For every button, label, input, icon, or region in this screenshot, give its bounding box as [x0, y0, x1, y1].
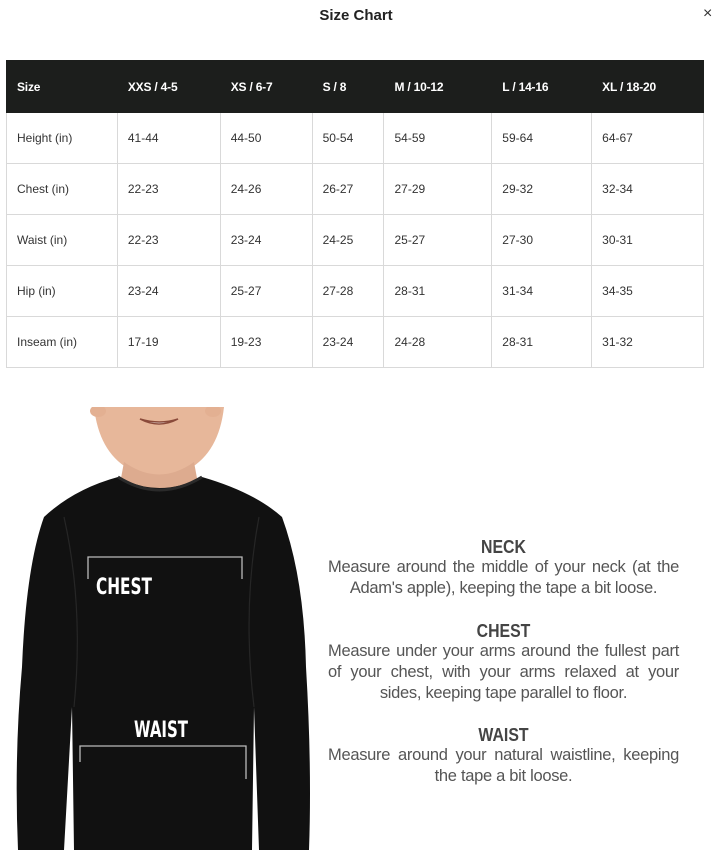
size-chart-table: [6, 60, 704, 368]
table-cell: 22-23: [117, 215, 220, 266]
header-l: L / 14-16: [492, 61, 592, 113]
table-row: [7, 215, 704, 266]
table-cell: 29-32: [492, 164, 592, 215]
table-cell: 17-19: [117, 317, 220, 368]
waist-heading: WAIST: [478, 725, 529, 745]
table-cell: 31-32: [592, 317, 704, 368]
table-cell: 41-44: [117, 113, 220, 164]
waist-text: Measure around your natural waistline, keeping the tape a bit loose.: [328, 746, 679, 785]
chest-instruction: [328, 621, 679, 704]
table-row: [7, 113, 704, 164]
neck-text: Measure around the middle of your neck (at the Adam's apple), keeping the tape a bit loose.: [328, 558, 679, 597]
table-cell: 44-50: [220, 113, 312, 164]
chest-heading: CHEST: [476, 621, 531, 641]
header-s: S / 8: [312, 61, 384, 113]
table-cell: 31-34: [492, 266, 592, 317]
table-row: [7, 317, 704, 368]
table-cell: 22-23: [117, 164, 220, 215]
table-row: [7, 164, 704, 215]
table-cell: 19-23: [220, 317, 312, 368]
table-cell: 24-28: [384, 317, 492, 368]
table-cell: 30-31: [592, 215, 704, 266]
table-cell: 23-24: [220, 215, 312, 266]
close-icon[interactable]: ×: [703, 5, 712, 22]
table-cell: 25-27: [220, 266, 312, 317]
row-label: Inseam (in): [7, 317, 118, 368]
row-label: Chest (in): [7, 164, 118, 215]
modal-title: Size Chart: [319, 7, 393, 24]
header-xl: XL / 18-20: [592, 61, 704, 113]
table-cell: 54-59: [384, 113, 492, 164]
table-cell: 59-64: [492, 113, 592, 164]
measurement-figure: [14, 407, 314, 850]
chest-label: CHEST: [96, 575, 152, 600]
shirt: [17, 477, 310, 850]
table-cell: 28-31: [384, 266, 492, 317]
header-size: Size: [7, 61, 118, 113]
table-cell: 34-35: [592, 266, 704, 317]
header-xxs: XXS / 4-5: [117, 61, 220, 113]
waist-label: WAIST: [134, 718, 188, 743]
header-m: M / 10-12: [384, 61, 492, 113]
waist-instruction: [328, 725, 679, 787]
table-cell: 64-67: [592, 113, 704, 164]
child-shirt-illustration: [14, 407, 314, 850]
row-label: Waist (in): [7, 215, 118, 266]
table-header-row: [7, 61, 704, 113]
table-cell: 28-31: [492, 317, 592, 368]
table-cell: 27-28: [312, 266, 384, 317]
table-cell: 25-27: [384, 215, 492, 266]
table-cell: 23-24: [117, 266, 220, 317]
header-xs: XS / 6-7: [220, 61, 312, 113]
row-label: Hip (in): [7, 266, 118, 317]
face: [94, 407, 224, 476]
table-cell: 24-25: [312, 215, 384, 266]
table-cell: 26-27: [312, 164, 384, 215]
chest-text: Measure under your arms around the fullest part of your chest, with your arms relaxed at your sides, keeping tape parallel to floor.: [328, 642, 679, 702]
table-cell: 32-34: [592, 164, 704, 215]
table-cell: 27-29: [384, 164, 492, 215]
table-cell: 50-54: [312, 113, 384, 164]
table-cell: 24-26: [220, 164, 312, 215]
row-label: Height (in): [7, 113, 118, 164]
neck-instruction: [328, 537, 679, 599]
table-cell: 23-24: [312, 317, 384, 368]
table-row: [7, 266, 704, 317]
neck-heading: NECK: [481, 537, 526, 557]
table-cell: 27-30: [492, 215, 592, 266]
